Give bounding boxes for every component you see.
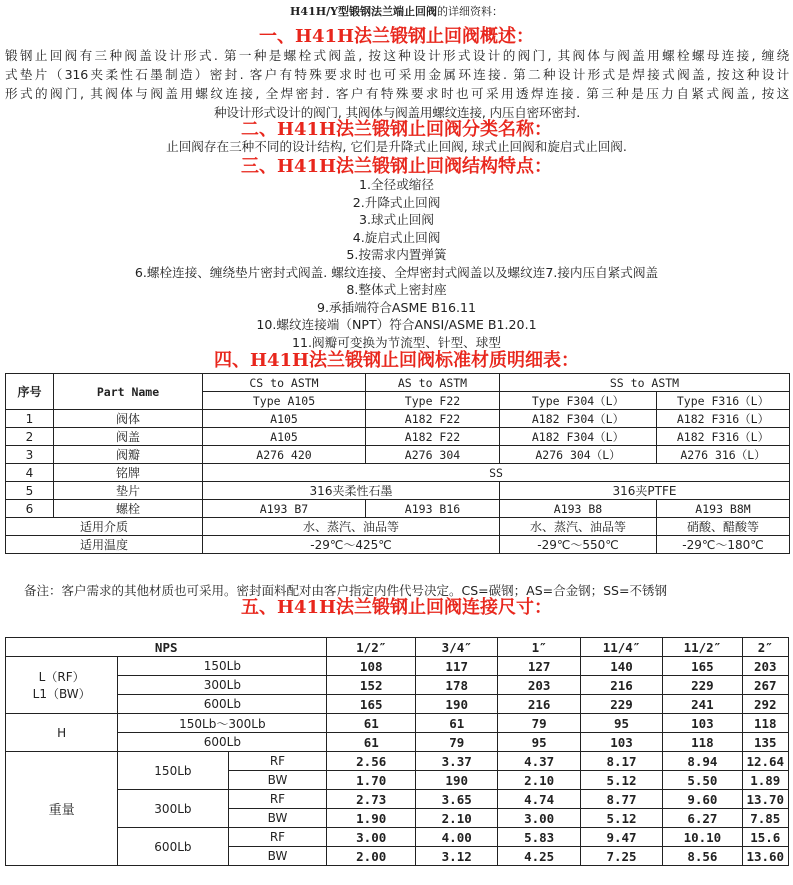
row-value: A182 F304（L） (500, 410, 657, 428)
weight-value: 4.00 (416, 828, 498, 847)
size-header: 1/2″ (327, 638, 416, 657)
pressure-class: 150Lb (118, 752, 228, 790)
row-value: A182 F22 (366, 410, 500, 428)
material-row (6, 464, 790, 482)
document-title-bold: H41H/Y型锻钢法兰端止回阀 (290, 5, 437, 18)
row-part: 阀体 (54, 410, 203, 428)
temperature-value: -29℃～425℃ (203, 536, 500, 554)
dim-value: 117 (416, 657, 498, 676)
weight-value: 4.74 (498, 790, 580, 809)
length-row (6, 657, 789, 676)
feature-item: 10.螺纹连接端（NPT）符合ANSI/ASME B1.20.1 (256, 317, 537, 332)
material-row (6, 446, 790, 464)
dim-value: 165 (663, 657, 742, 676)
pressure-class: 300Lb (118, 790, 228, 828)
height-row (6, 733, 789, 752)
weight-value: 8.94 (663, 752, 742, 771)
row-no: 4 (6, 464, 54, 482)
row-no: 5 (6, 482, 54, 500)
weight-value: 1.90 (327, 809, 416, 828)
medium-value: 硝酸、醋酸等 (657, 518, 790, 536)
section-1-line: 锻钢止回阀有三种阀盖设计形式. 第一种是螺栓式阀盖, 按这种设计形式设计的阀门, 其阀体与阀盖用螺栓螺母连接, 缠绕 (5, 48, 789, 63)
pressure-class: 600Lb (118, 733, 327, 752)
dim-value: 95 (580, 714, 662, 733)
row-value: A105 (203, 428, 366, 446)
end-type-bw: BW (228, 847, 327, 866)
end-type-bw: BW (228, 771, 327, 790)
dim-value: 216 (498, 695, 580, 714)
section-1-line: 式垫片（316夹柔性石墨制造）密封. 客户有特殊要求时也可采用金属环连接. 第二种设计形式是焊接式阀盖, 按这种设计 (5, 67, 789, 82)
document-title-rest: 的详细资料： (436, 5, 503, 18)
weight-value: 3.00 (498, 809, 580, 828)
weight-value: 13.70 (742, 790, 788, 809)
weight-value: 2.10 (498, 771, 580, 790)
height-row (6, 714, 789, 733)
section-1-line: 形式的阀门, 其阀体与阀盖用螺纹连接, 全焊密封. 客户有特殊要求时也可采用透焊连接. 第三种是压力自紧式阀盖, 按这 (5, 86, 789, 101)
height-label: H (6, 714, 118, 752)
row-value: A182 F316（L） (657, 428, 790, 446)
weight-value: 2.56 (327, 752, 416, 771)
dimension-table (5, 637, 789, 866)
material-group-cs: CS to ASTM (203, 374, 366, 392)
material-row (6, 410, 790, 428)
feature-item: 8.整体式上密封座 (346, 282, 447, 297)
row-value: 316夹PTFE (500, 482, 790, 500)
weight-label: 重量 (6, 752, 118, 866)
weight-value: 6.27 (663, 809, 742, 828)
weight-value: 3.12 (416, 847, 498, 866)
row-no: 1 (6, 410, 54, 428)
weight-value: 7.85 (742, 809, 788, 828)
feature-item: 5.按需求内置弹簧 (346, 247, 447, 262)
dim-value: 229 (663, 676, 742, 695)
dim-value: 216 (580, 676, 662, 695)
weight-value: 3.00 (327, 828, 416, 847)
weight-value: 5.12 (580, 809, 662, 828)
weight-value: 13.60 (742, 847, 788, 866)
row-part: 铭牌 (54, 464, 203, 482)
weight-value: 5.50 (663, 771, 742, 790)
pressure-class: 150Lb (118, 657, 327, 676)
pressure-class: 150Lb～300Lb (118, 714, 327, 733)
dim-value: 152 (327, 676, 416, 695)
row-part: 垫片 (54, 482, 203, 500)
size-header: 11/2″ (663, 638, 742, 657)
weight-row (6, 828, 789, 847)
row-value: 316夹柔性石墨 (203, 482, 500, 500)
length-label-rf: L（RF） (38, 670, 85, 684)
feature-item: 6.螺栓连接、缠绕垫片密封式阀盖. 螺纹连接、全焊密封式阀盖以及螺纹连7.接内压自紧式阀盖 (134, 264, 659, 280)
temperature-label: 适用温度 (6, 536, 203, 554)
weight-value: 15.6 (742, 828, 788, 847)
pressure-class: 600Lb (118, 828, 228, 866)
material-type: Type A105 (203, 392, 366, 410)
temperature-value: -29℃～180℃ (657, 536, 790, 554)
row-no: 2 (6, 428, 54, 446)
material-row (6, 428, 790, 446)
dim-value: 292 (742, 695, 788, 714)
dim-value: 108 (327, 657, 416, 676)
row-value: A105 (203, 410, 366, 428)
section-1-heading: 一、H41H法兰锻钢止回阀概述： (258, 26, 535, 47)
dim-value: 61 (416, 714, 498, 733)
dim-value: 140 (580, 657, 662, 676)
weight-value: 8.77 (580, 790, 662, 809)
size-header: 2″ (742, 638, 788, 657)
dim-value: 229 (580, 695, 662, 714)
dim-value: 79 (416, 733, 498, 752)
weight-value: 190 (416, 771, 498, 790)
feature-item: 1.全径或缩径 (359, 177, 434, 192)
row-value: SS (203, 464, 790, 482)
length-row (6, 676, 789, 695)
temperature-row (6, 536, 790, 554)
weight-value: 8.17 (580, 752, 662, 771)
section-2-text: 止回阀存在三种不同的设计结构, 它们是升降式止回阀, 球式止回阀和旋启式止回阀. (166, 139, 627, 154)
section-3-list (0, 176, 793, 351)
dim-value: 135 (742, 733, 788, 752)
pressure-class: 300Lb (118, 676, 327, 695)
nps-label: NPS (6, 638, 327, 657)
dim-value: 79 (498, 714, 580, 733)
weight-value: 2.73 (327, 790, 416, 809)
row-value: A276 316（L） (657, 446, 790, 464)
material-row (6, 500, 790, 518)
dim-value: 267 (742, 676, 788, 695)
dim-value: 241 (663, 695, 742, 714)
material-type: Type F316（L） (657, 392, 790, 410)
dim-value: 203 (498, 676, 580, 695)
section-3-heading: 三、H41H法兰锻钢止回阀结构特点： (240, 156, 553, 177)
dim-value: 165 (327, 695, 416, 714)
weight-value: 5.83 (498, 828, 580, 847)
section-2-heading: 二、H41H法兰锻钢止回阀分类名称： (240, 119, 553, 140)
row-part: 阀盖 (54, 428, 203, 446)
material-group-ss: SS to ASTM (500, 374, 790, 392)
length-label (6, 657, 118, 714)
row-part: 螺栓 (54, 500, 203, 518)
row-value: A182 F316（L） (657, 410, 790, 428)
dim-value: 203 (742, 657, 788, 676)
length-label-bw: L1（BW） (32, 687, 91, 701)
dim-value: 118 (663, 733, 742, 752)
medium-label: 适用介质 (6, 518, 203, 536)
row-value: A193 B7 (203, 500, 366, 518)
weight-row (6, 752, 789, 771)
feature-item: 9.承插端符合ASME B16.11 (316, 299, 477, 315)
weight-value: 9.47 (580, 828, 662, 847)
weight-value: 9.60 (663, 790, 742, 809)
row-value: A182 F22 (366, 428, 500, 446)
weight-value: 4.25 (498, 847, 580, 866)
weight-value: 5.12 (580, 771, 662, 790)
row-value: A276 304 (366, 446, 500, 464)
material-row (6, 482, 790, 500)
dim-value: 61 (327, 714, 416, 733)
material-header-no: 序号 (6, 374, 54, 410)
length-row (6, 695, 789, 714)
material-type: Type F22 (366, 392, 500, 410)
row-part: 阀瓣 (54, 446, 203, 464)
row-value: A276 420 (203, 446, 366, 464)
feature-item: 4.旋启式止回阀 (352, 229, 441, 245)
row-no: 6 (6, 500, 54, 518)
dim-value: 103 (663, 714, 742, 733)
material-table (5, 373, 790, 554)
medium-row (6, 518, 790, 536)
document-title (0, 3, 793, 19)
weight-value: 8.56 (663, 847, 742, 866)
size-header: 11/4″ (580, 638, 662, 657)
material-type: Type F304（L） (500, 392, 657, 410)
material-header-part: Part Name (54, 374, 203, 410)
feature-item: 11.阀瓣可变换为节流型、针型、球型 (292, 334, 501, 350)
weight-value: 1.89 (742, 771, 788, 790)
weight-value: 10.10 (663, 828, 742, 847)
pressure-class: 600Lb (118, 695, 327, 714)
end-type-bw: BW (228, 809, 327, 828)
row-no: 3 (6, 446, 54, 464)
weight-row (6, 790, 789, 809)
temperature-value: -29℃～550℃ (500, 536, 657, 554)
feature-item: 2.升降式止回阀 (352, 194, 441, 210)
weight-value: 2.10 (416, 809, 498, 828)
end-type-rf: RF (228, 828, 327, 847)
row-value: A193 B8M (657, 500, 790, 518)
feature-item: 3.球式止回阀 (359, 212, 434, 227)
end-type-rf: RF (228, 790, 327, 809)
material-group-as: AS to ASTM (366, 374, 500, 392)
row-value: A193 B8 (500, 500, 657, 518)
row-value: A193 B16 (366, 500, 500, 518)
end-type-rf: RF (228, 752, 327, 771)
weight-value: 4.37 (498, 752, 580, 771)
medium-value: 水、蒸汽、油品等 (500, 518, 657, 536)
weight-value: 12.64 (742, 752, 788, 771)
weight-value: 2.00 (327, 847, 416, 866)
row-value: A182 F304（L） (500, 428, 657, 446)
weight-value: 3.37 (416, 752, 498, 771)
dim-value: 95 (498, 733, 580, 752)
material-note: 备注：客户需求的其他材质也可采用。密封面料配对由客户指定内件代号决定。CS=碳钢；AS=合金钢；SS=不锈钢 (24, 583, 667, 598)
dim-value: 61 (327, 733, 416, 752)
dim-value: 118 (742, 714, 788, 733)
size-header: 3/4″ (416, 638, 498, 657)
size-header: 1″ (498, 638, 580, 657)
dim-value: 178 (416, 676, 498, 695)
section-4-heading: 四、H41H法兰锻钢止回阀标准材质明细表： (213, 350, 580, 371)
section-5-heading: 五、H41H法兰锻钢止回阀连接尺寸： (240, 597, 553, 618)
dim-value: 127 (498, 657, 580, 676)
weight-value: 1.70 (327, 771, 416, 790)
dim-value: 190 (416, 695, 498, 714)
medium-value: 水、蒸汽、油品等 (203, 518, 500, 536)
weight-value: 7.25 (580, 847, 662, 866)
row-value: A276 304（L） (500, 446, 657, 464)
dim-value: 103 (580, 733, 662, 752)
weight-value: 3.65 (416, 790, 498, 809)
section-1-paragraph (5, 46, 789, 122)
section-1-line: 种设计形式设计的阀门, 其阀体与阀盖用螺纹连接, 内压自密环密封. (213, 105, 581, 120)
